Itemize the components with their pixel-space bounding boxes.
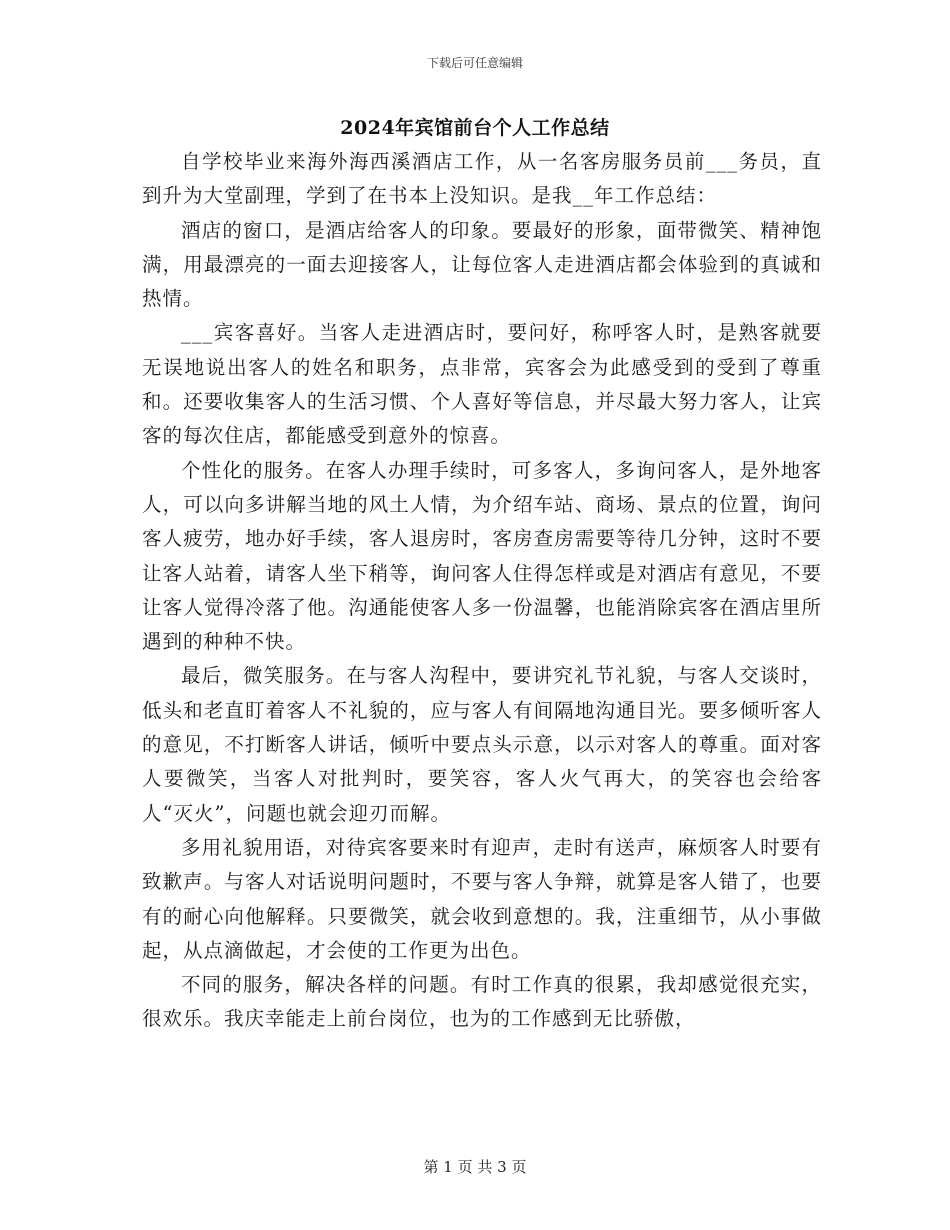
paragraph-smile-service: 最后，微笑服务。在与客人沟程中，要讲究礼节礼貌，与客人交谈时，低头和老直盯着客人不礼貌的，应与客人有间隔地沟通目光。要多倾听客人的意见，不打断客人讲话，倾听中要点头示意，以示对客人的尊重。面对客人要微笑，当客人对批判时，要笑容，客人火气再大，的笑容也会给客人“灭火”，问题也就会迎刃而解。 (142, 664, 822, 825)
paragraph-window: 酒店的窗口，是酒店给客人的印象。要最好的形象，面带微笑、精神饱满，用最漂亮的一面去迎接客人，让每位客人走进酒店都会体验到的真诚和热情。 (142, 218, 822, 311)
document-body (142, 145, 822, 1037)
paragraph-conclusion: 不同的服务，解决各样的问题。有时工作真的很累，我却感觉很充实，很欢乐。我庆幸能走上前台岗位，也为的工作感到无比骄傲， (142, 973, 822, 1031)
paragraph-polite-language: 多用礼貌用语，对待宾客要来时有迎声，走时有送声，麻烦客人时要有致歉声。与客人对话说明问题时，不要与客人争辩，就算是客人错了，也要有的耐心向他解释。只要微笑，就会收到意想的。我，注重细节，从小事做起，从点滴做起，才会使的工作更为出色。 (142, 835, 822, 962)
document-title: 2024年宾馆前台个人工作总结 (340, 117, 610, 139)
page-header-note: 下载后可任意编辑 (426, 56, 523, 70)
paragraph-intro: 自学校毕业来海外海西溪酒店工作，从一名客房服务员前___务员，直到升为大堂副理，学到了在书本上没知识。是我__年工作总结： (142, 150, 822, 208)
paragraph-guest-preferences: ___宾客喜好。当客人走进酒店时，要问好，称呼客人时，是熟客就要无误地说出客人的姓名和职务，点非常，宾客会为此感受到的受到了尊重和。还要收集客人的生活习惯、个人喜好等信息，并尽最大努力客人，让宾客的每次住店，都能感受到意外的惊喜。 (142, 321, 822, 448)
page-number: 第 1 页 共 3 页 (423, 1158, 527, 1176)
paragraph-personalized-service: 个性化的服务。在客人办理手续时，可多客人，多询问客人，是外地客人，可以向多讲解当地的风土人情，为介绍车站、商场、景点的位置，询问客人疲劳，地办好手续，客人退房时，客房查房需要等待几分钟，这时不要让客人站着，请客人坐下稍等，询问客人住得怎样或是对酒店有意见，不要让客人觉得冷落了他。沟通能使客人多一份温馨，也能消除宾客在酒店里所遇到的种种不快。 (142, 458, 822, 654)
